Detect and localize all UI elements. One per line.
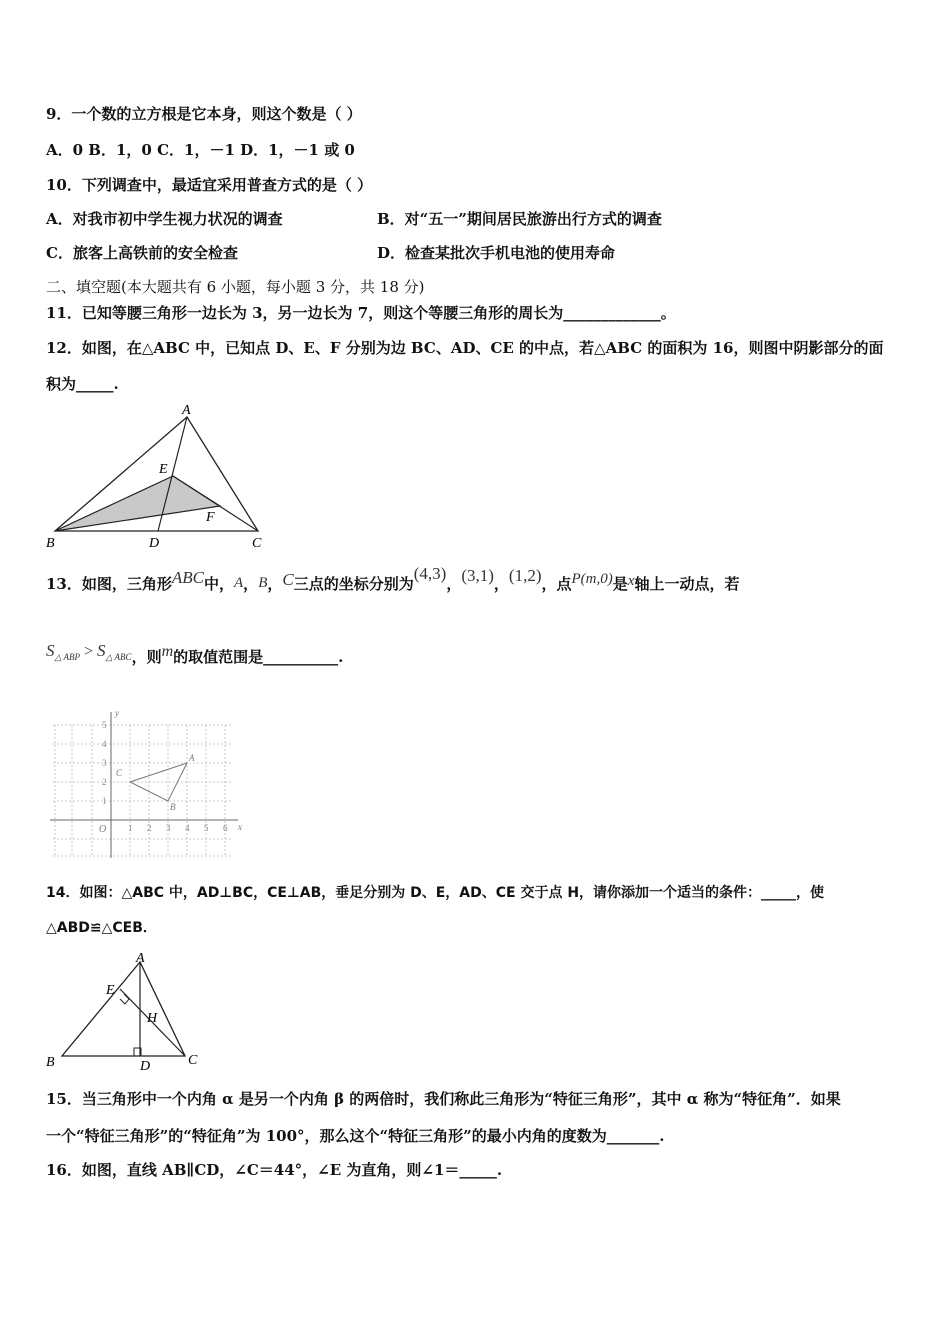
label-a: A <box>182 403 191 418</box>
q9-options: A．0 B．1，0 C．1，－1 D．1，－1 或 0 <box>46 141 355 159</box>
right-angle-e <box>120 994 129 1004</box>
triangle-abc-q14 <box>62 962 185 1056</box>
grid-label-c: C <box>116 768 123 778</box>
q10-option-c: C．旅客上高铁前的安全检查 <box>46 244 238 262</box>
x-ticks <box>128 823 228 833</box>
q13-coord-c: (1,2) <box>508 566 542 585</box>
q13-m: m <box>161 643 174 660</box>
q13-point-p: P(m,0) <box>571 571 613 587</box>
q13-text-6: 轴上一动点，若 <box>634 575 740 593</box>
label-a: A <box>136 951 145 966</box>
q13-point-b: B <box>258 575 268 591</box>
x-tick: 6 <box>223 823 228 833</box>
q14-line2: △ABD≌△CEB． <box>46 920 157 936</box>
y-tick: 5 <box>102 720 107 730</box>
q12-line1: 12．如图，在△ABC 中，已知点 D、E、F 分别为边 BC、AD、CE 的中点，若△ABC 的面积为 16，则图中阴影部分的面 <box>46 339 884 357</box>
q10-stem: 10．下列调查中，最适宜采用普查方式的是（ ） <box>46 176 373 194</box>
x-tick: 1 <box>128 823 133 833</box>
q12-triangle-figure <box>40 400 280 552</box>
x-tick: 4 <box>185 823 190 833</box>
q13-comma: ， <box>267 575 283 593</box>
grid-label-b: B <box>170 802 176 812</box>
shaded-region <box>55 476 220 531</box>
y-tick: 2 <box>102 777 107 787</box>
origin-label: O <box>99 824 107 835</box>
label-c: C <box>188 1053 198 1068</box>
q13-text-8: 的取值范围是__________. <box>173 648 344 666</box>
label-b: B <box>46 536 55 551</box>
q13-s-abp-sub: △ ABP <box>54 652 81 662</box>
q13-coord-b: (3,1) <box>461 566 494 585</box>
q13-s-abc: S <box>97 641 106 660</box>
label-e: E <box>159 462 168 477</box>
y-tick: 3 <box>102 758 107 768</box>
q13-text-4: ，点 <box>541 575 572 593</box>
label-h: H <box>147 1011 158 1026</box>
q13-text-5: 是 <box>612 575 628 593</box>
x-tick: 3 <box>166 823 171 833</box>
q10-option-b: B．对“五一”期间居民旅游出行方式的调查 <box>377 210 662 228</box>
q15-line1: 15．当三角形中一个内角 α 是另一个内角 β 的两倍时，我们称此三角形为“特征三角形”，其中 α 称为“特征角”．如果 <box>46 1090 841 1108</box>
q13-s-abp: S <box>46 641 55 660</box>
x-tick: 2 <box>147 823 152 833</box>
q13-text-3: 三点的坐标分别为 <box>293 575 414 593</box>
q13-comma: ， <box>493 575 509 593</box>
q14-triangle-figure <box>40 950 210 1070</box>
q9-stem: 9．一个数的立方根是它本身，则这个数是（ ） <box>46 105 362 123</box>
q13-comma: ， <box>243 575 259 593</box>
q11-text: 11．已知等腰三角形一边长为 3，另一边长为 7，则这个等腰三角形的周长为_____________。 <box>46 304 676 322</box>
q13-grid-figure <box>48 706 244 860</box>
q13-s-abc-sub: △ ABC <box>105 652 132 662</box>
q13-x: x <box>627 573 635 589</box>
label-d: D <box>140 1059 151 1070</box>
label-d: D <box>149 536 160 551</box>
label-b: B <box>46 1055 55 1070</box>
y-tick: 4 <box>102 739 107 749</box>
q16-text: 16．如图，直线 AB∥CD，∠C＝44°，∠E 为直角，则∠1＝_____. <box>46 1161 503 1179</box>
x-axis-label: x <box>238 822 242 832</box>
label-c: C <box>252 536 262 551</box>
q13-line1 <box>46 564 740 594</box>
y-axis-label: y <box>115 708 119 718</box>
q14-line1: 14．如图：△ABC 中，AD⊥BC，CE⊥AB，垂足分别为 D、E，AD、CE 交于点 H，请你添加一个适当的条件：_____，使 <box>46 885 825 901</box>
label-e: E <box>106 983 115 998</box>
grid-lines <box>53 725 233 856</box>
q13-abc: ABC <box>171 568 204 587</box>
q13-point-c: C <box>282 570 294 589</box>
x-tick: 5 <box>204 823 209 833</box>
section-heading: 二、填空题(本大题共有 6 小题，每小题 3 分，共 18 分) <box>46 278 425 296</box>
q13-comma: ， <box>446 575 462 593</box>
q13-gt: > <box>80 643 98 660</box>
q10-option-a: A．对我市初中学生视力状况的调查 <box>46 210 283 228</box>
q10-option-d: D．检查某批次手机电池的使用寿命 <box>377 244 616 262</box>
q13-point-a: A <box>234 575 244 591</box>
q13-text-7: ，则 <box>131 648 162 666</box>
y-tick: 1 <box>102 796 107 806</box>
grid-label-a: A <box>189 753 195 763</box>
q13-text-2: 中， <box>203 575 234 593</box>
q15-line2: 一个“特征三角形”的“特征角”为 100°，那么这个“特征三角形”的最小内角的度数为_______. <box>46 1127 665 1145</box>
y-ticks <box>102 720 107 806</box>
q12-line2: 积为_____. <box>46 375 119 393</box>
q13-text-1: 13．如图，三角形 <box>46 575 172 593</box>
label-f: F <box>206 510 215 525</box>
q13-line2 <box>46 641 344 667</box>
q13-coord-a: (4,3) <box>413 564 447 583</box>
